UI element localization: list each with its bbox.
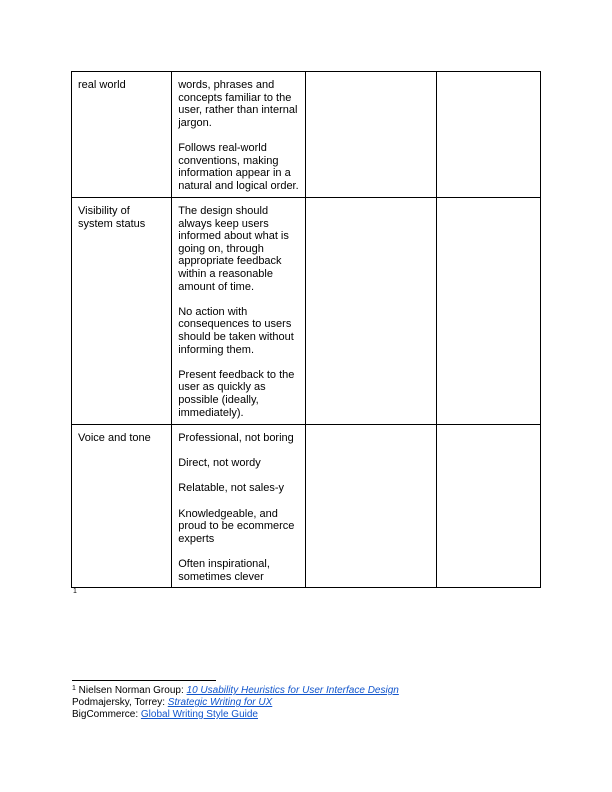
description-cell: [172, 198, 306, 425]
description-paragraph: No action with consequences to users should be taken without informing them.: [178, 305, 294, 356]
description-cell: [172, 425, 306, 588]
description-paragraph: Present feedback to the user as quickly as possible (ideally, immediately).: [178, 368, 295, 419]
empty-cell: [306, 198, 436, 425]
description-paragraph: Relatable, not sales-y: [178, 482, 284, 495]
empty-cell: [436, 425, 540, 588]
description-paragraph: Professional, not boring: [178, 432, 294, 444]
term-text: Visibility of system status: [78, 205, 146, 230]
term-cell: [72, 198, 172, 425]
footnote-line: [72, 709, 542, 721]
term-cell: [72, 72, 172, 198]
empty-cell: [306, 72, 436, 198]
footnote-source: Podmajersky, Torrey:: [72, 697, 168, 708]
term-cell: [72, 425, 172, 588]
table-row: [72, 425, 541, 588]
table-row: [72, 72, 541, 198]
footnote-link-usability-heuristics[interactable]: 10 Usability Heuristics for User Interface Design: [186, 685, 399, 696]
footnote-link-strategic-writing[interactable]: Strategic Writing for UX: [167, 697, 273, 708]
description-paragraph: The design should always keep users informed about what is going on, through appropriate feedback within a reasonable amount of time.: [178, 205, 289, 293]
description-cell: [172, 72, 306, 198]
footnote-superscript: 1: [72, 685, 76, 692]
description-paragraph: Direct, not wordy: [178, 457, 261, 470]
description-paragraph: Follows real-world conventions, making information appear in a natural and logical order.: [178, 141, 299, 192]
table-row: [72, 198, 541, 425]
description-paragraph: Often inspirational, sometimes clever: [178, 557, 270, 583]
description-paragraph: words, phrases and concepts familiar to the user, rather than internal jargon.: [178, 79, 298, 129]
empty-cell: [436, 198, 540, 425]
empty-cell: [436, 72, 540, 198]
footnotes-section: [72, 685, 542, 721]
term-text: real world: [78, 79, 126, 91]
footnote-link-style-guide[interactable]: Global Writing Style Guide: [140, 709, 258, 720]
empty-cell: [306, 425, 436, 588]
footnote-divider: [72, 680, 216, 681]
heuristics-table: [71, 71, 541, 588]
footnote-line: [72, 697, 542, 709]
term-text: Voice and tone: [78, 432, 151, 444]
description-paragraph: Knowledgeable, and proud to be ecommerce experts: [178, 507, 295, 545]
footnote-source: BigCommerce:: [72, 709, 141, 720]
footnote-source: Nielsen Norman Group:: [75, 685, 187, 696]
footnote-line: [72, 685, 542, 697]
footnote-reference-marker: 1: [73, 588, 77, 595]
